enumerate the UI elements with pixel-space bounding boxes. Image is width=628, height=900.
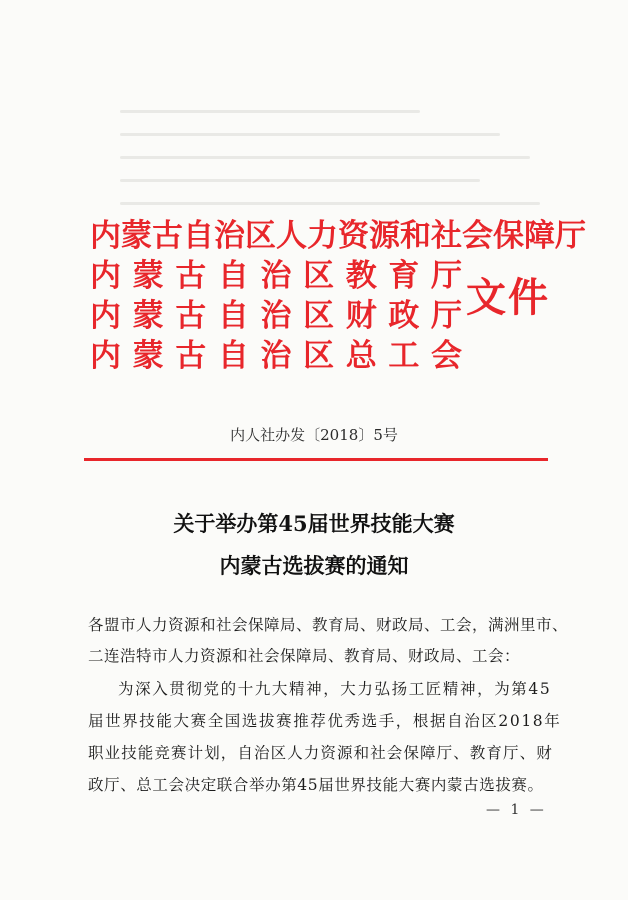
issuer-char: 内 bbox=[90, 338, 121, 374]
issuer-char: 财 bbox=[345, 298, 377, 334]
issuer-char: 自 bbox=[217, 258, 249, 294]
issuer-char: 区 bbox=[303, 298, 335, 334]
issuer-line bbox=[90, 256, 462, 296]
issuer-char: 保 bbox=[493, 218, 524, 254]
issuer-char: 和 bbox=[400, 218, 431, 254]
bleed-line bbox=[120, 133, 500, 136]
issuer-char: 蒙 bbox=[132, 298, 164, 334]
issuer-char: 治 bbox=[260, 258, 292, 294]
addressee-line-1: 各盟市人力资源和社会保障局、教育局、财政局、工会，满洲里市、 bbox=[88, 616, 569, 634]
issuer-char: 社 bbox=[431, 218, 462, 254]
issuer-char: 内 bbox=[90, 258, 121, 294]
issuer-char: 资 bbox=[338, 218, 369, 254]
bleed-line bbox=[120, 110, 420, 113]
title-line-1: 关于举办第45届世界技能大赛 bbox=[173, 511, 455, 536]
document-type-label: 文件 bbox=[466, 274, 550, 321]
page-number: — 1 — bbox=[486, 802, 547, 818]
body-paragraph-line: 职业技能竞赛计划，自治区人力资源和社会保障厅、教育厅、财 bbox=[88, 744, 553, 762]
issuer-char: 政 bbox=[388, 298, 420, 334]
show-through-text bbox=[120, 110, 550, 225]
title-line-2: 内蒙古选拔赛的通知 bbox=[219, 553, 409, 578]
body-paragraph-line: 为深入贯彻党的十九大精神，大力弘扬工匠精神，为第45 bbox=[118, 680, 552, 698]
issuer-char: 古 bbox=[175, 258, 207, 294]
issuer-char: 力 bbox=[307, 218, 338, 254]
issuer-char: 蒙 bbox=[121, 218, 152, 254]
issuer-char: 总 bbox=[345, 338, 377, 374]
issuer-char: 自 bbox=[217, 338, 249, 374]
issuer-char: 会 bbox=[462, 218, 493, 254]
issuer-char: 古 bbox=[175, 338, 207, 374]
issuer-char: 育 bbox=[388, 258, 420, 294]
issuer-char: 内 bbox=[90, 218, 121, 254]
issuer-char: 自 bbox=[217, 298, 249, 334]
issuer-char: 蒙 bbox=[132, 258, 164, 294]
bleed-line bbox=[120, 179, 480, 182]
issuer-char: 古 bbox=[152, 218, 183, 254]
issuer-char: 厅 bbox=[431, 298, 462, 334]
issuer-char: 治 bbox=[260, 338, 292, 374]
addressee-line-2: 二连浩特市人力资源和社会保障局、教育局、财政局、工会： bbox=[88, 647, 521, 665]
issuer-char: 障 bbox=[524, 218, 555, 254]
issuer-char: 区 bbox=[245, 218, 276, 254]
issuer-line bbox=[90, 216, 586, 256]
issuer-char: 会 bbox=[431, 338, 462, 374]
issuer-char: 工 bbox=[388, 338, 420, 374]
issuer-char: 治 bbox=[214, 218, 245, 254]
issuer-line bbox=[90, 336, 462, 376]
issuer-char: 古 bbox=[175, 298, 207, 334]
issuer-char: 厅 bbox=[431, 258, 462, 294]
issuer-char: 人 bbox=[276, 218, 307, 254]
bleed-line bbox=[120, 156, 530, 159]
issuer-line bbox=[90, 296, 462, 336]
bleed-line bbox=[120, 202, 540, 205]
issuer-char: 厅 bbox=[555, 218, 586, 254]
issuer-char: 蒙 bbox=[132, 338, 164, 374]
issuer-char: 源 bbox=[369, 218, 400, 254]
body-paragraph-line: 届世界技能大赛全国选拔赛推荐优秀选手，根据自治区2018年 bbox=[88, 712, 562, 730]
issuer-char: 治 bbox=[260, 298, 292, 334]
body-paragraph-line: 政厅、总工会决定联合举办第45届世界技能大赛内蒙古选拔赛。 bbox=[88, 776, 544, 794]
red-divider bbox=[84, 458, 548, 461]
issuer-char: 自 bbox=[183, 218, 214, 254]
issuer-char: 区 bbox=[303, 258, 335, 294]
issuer-char: 区 bbox=[303, 338, 335, 374]
issuer-char: 内 bbox=[90, 298, 121, 334]
issuer-char: 教 bbox=[345, 258, 377, 294]
document-number: 内人社办发〔2018〕5号 bbox=[230, 426, 398, 444]
